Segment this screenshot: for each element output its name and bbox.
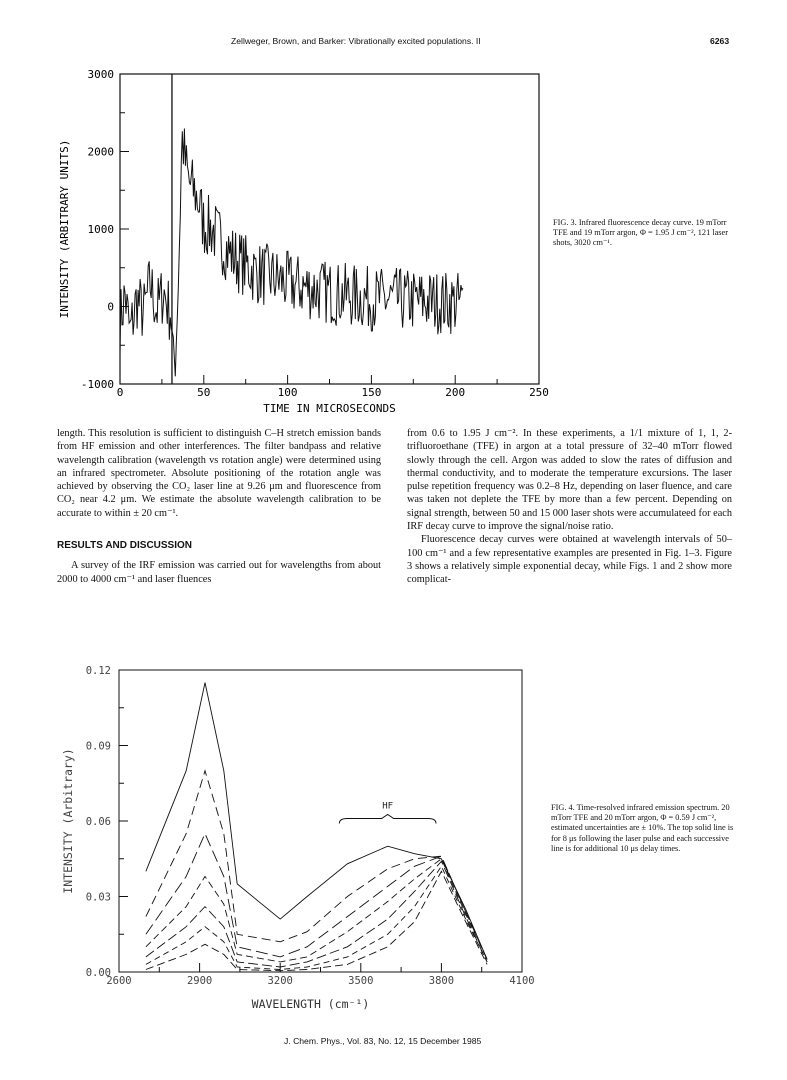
y-tick-label: 1000 bbox=[87, 223, 114, 236]
x-tick-label: 250 bbox=[529, 386, 549, 399]
x-tick-label: 150 bbox=[361, 386, 382, 399]
x-tick-label: 50 bbox=[197, 386, 211, 399]
hf-band-brace bbox=[339, 814, 436, 823]
spectrum-series-2 bbox=[146, 771, 487, 960]
spectrum-series-4 bbox=[146, 859, 487, 962]
x-tick-label: 2900 bbox=[186, 975, 213, 987]
spectrum-series-7 bbox=[146, 871, 487, 970]
x-tick-label: 0 bbox=[116, 386, 124, 399]
y-tick-label: 0.03 bbox=[85, 891, 111, 904]
left-paragraph-1: length. This resolution is sufficient to distinguish C–H stretch emission bands from HF emission and other interferences. The filter bandpass and relative wavelength calibration (wavelength vs rotation angle) were determined using an infrared spectrometer. Absolute positioning of the rotation angle was achieved by observing the CO₂ laser line at 9.26 μm and fluorescence from CO₂ near 4.2 μm. We estimate the absolute wavelength calibration to be accurate to within ± 20 cm⁻¹. bbox=[57, 428, 381, 519]
spectrum-series-5 bbox=[146, 861, 487, 967]
figure-4-caption: FIG. 4. Time-resolved infrared emission spectrum. 20 mTorr TFE and 20 mTorr argon, Φ = 0.59 J cm⁻², estimated uncertainties are ± 10%. The top solid line is for 8 μs following the laser pulse and each successive line is for additional 10 μs delay times. bbox=[551, 803, 734, 853]
y-tick-label: -1000 bbox=[80, 378, 114, 391]
y-axis-label: INTENSITY (ARBITRARY UNITS) bbox=[58, 139, 71, 319]
x-tick-label: 2600 bbox=[106, 975, 132, 987]
x-tick-label: 3500 bbox=[348, 975, 374, 987]
right-text-column bbox=[407, 427, 732, 587]
page-number: 6263 bbox=[710, 36, 730, 46]
y-tick-label: 3000 bbox=[87, 68, 114, 81]
x-tick-label: 3200 bbox=[267, 975, 293, 987]
x-tick-label: 200 bbox=[445, 386, 466, 399]
figure-4-chart bbox=[50, 662, 540, 1022]
plot-frame bbox=[119, 670, 522, 972]
figure-3-caption: FIG. 3. Infrared fluorescence decay curve. 19 mTorr TFE and 19 mTorr argon, Φ = 1.95 J cm⁻², 121 laser shots, 3020 cm⁻¹. bbox=[553, 218, 728, 248]
y-tick-label: 0.06 bbox=[85, 816, 111, 828]
section-heading: RESULTS AND DISCUSSION bbox=[57, 540, 193, 552]
left-text-column bbox=[57, 427, 381, 586]
journal-citation: J. Chem. Phys., Vol. 83, No. 12, 15 December 1985 bbox=[284, 1036, 482, 1046]
y-axis-label: INTENSITY (Arbitrary) bbox=[61, 748, 75, 894]
y-tick-label: 0.09 bbox=[85, 740, 111, 753]
y-tick-label: 0 bbox=[107, 300, 114, 314]
hf-band-label: HF bbox=[382, 801, 394, 812]
x-axis-label: TIME IN MICROSECONDS bbox=[263, 402, 396, 415]
left-paragraph-2: A survey of the IRF emission was carried out for wavelengths from about 2000 to 4000 cm⁻¹ and laser fluences bbox=[57, 560, 381, 585]
y-tick-label: 2000 bbox=[87, 145, 114, 159]
spectrum-series-3 bbox=[146, 834, 487, 960]
plot-frame bbox=[120, 74, 539, 384]
running-title: Zellweger, Brown, and Barker: Vibrationally excited populations. II bbox=[231, 36, 481, 46]
x-tick-label: 3800 bbox=[428, 975, 455, 987]
right-paragraph-2: Fluorescence decay curves were obtained at wavelength intervals of 50–100 cm⁻¹ and a few representative examples are presented in Fig. 1–3. Figure 3 shows a relatively simple exponential decay, while Figs. 1 and 2 show more complicat- bbox=[407, 534, 732, 586]
x-tick-label: 4100 bbox=[509, 975, 535, 987]
x-axis-label: WAVELENGTH (cm⁻¹) bbox=[251, 997, 370, 1011]
x-tick-label: 100 bbox=[277, 386, 298, 399]
right-paragraph-1: from 0.6 to 1.95 J cm⁻². In these experiments, a 1/1 mixture of 1, 1, 2-trifluoroethane (TFE) in argon at a total pressure of 32–40 mTorr flowed slowly through the cell. Argon was added to slow the rates of diffusion and thermal conductivity, and to moderate the temperature excursions. The laser pulse repetition frequency was 0.2–8 Hz, depending on laser fluence, and care was taken not deplete the TFE by more than a few percent. Depending on signal strength, between 50 and 15 000 laser shots were accumulateed for each IRF decay curve to improve the signal/noise ratio. bbox=[407, 428, 732, 533]
y-tick-label: 0.00 bbox=[85, 967, 111, 979]
y-tick-label: 0.12 bbox=[85, 665, 111, 677]
figure-3-chart bbox=[50, 66, 550, 426]
